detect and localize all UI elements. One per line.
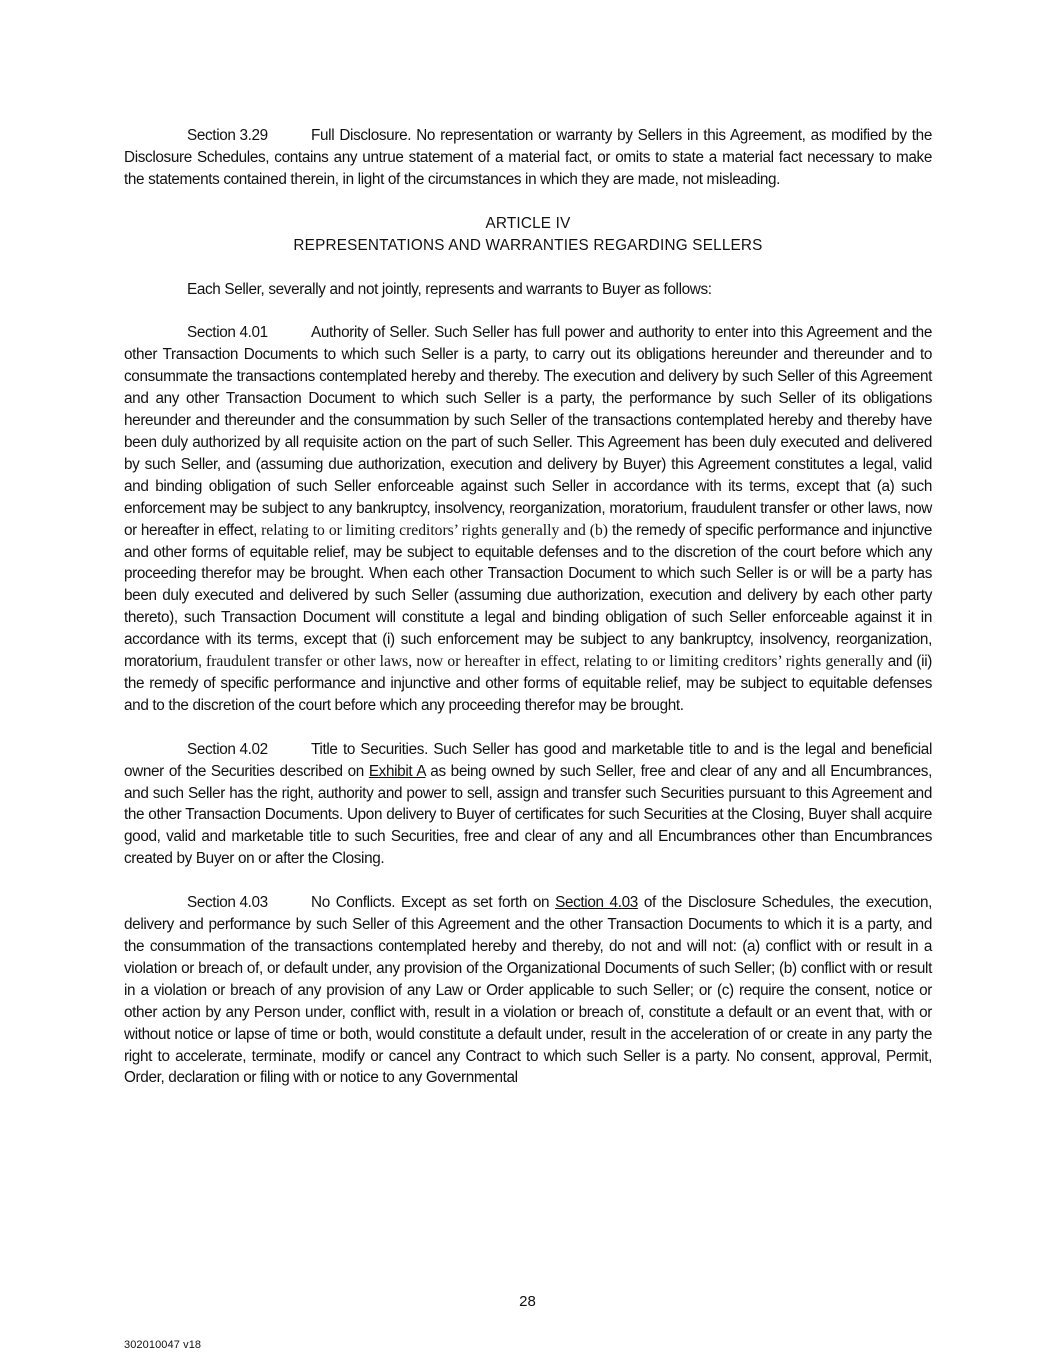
page-number: 28 bbox=[519, 1293, 536, 1310]
document-body bbox=[124, 125, 932, 1111]
section-4-01-text-a: . Such Seller has full power and authority to enter into this Agreement and the other Transaction Documents to which such Seller is a party, to carry out its obligations hereunder and thereunder and to consummate the transactions contemplated hereby and thereby. The execution and delivery by such Seller of this Agreement and any other Transaction Document to which such Seller is a party, the performance by such Seller of its obligations hereunder and thereunder and the consummation by such Seller of the transactions contemplated hereby and thereby have been duly authorized by all requisite action on the part of such Seller. This Agreement has been duly executed and delivered by such Seller, and (assuming due authorization, execution and delivery by Buyer) this Agreement constitutes a legal, valid and binding obligation of such Seller enforceable against such Seller in accordance with its terms, except that (a) such enforcement may be subject to any bankruptcy, insolvency, reorganization, moratorium, fraudulent transfer or other laws, now or hereafter in effect, bbox=[124, 324, 932, 539]
section-4-01-text-e: and (ii) the remedy of specific performance and injunctive and other forms of equitable relief, may be subject to equitable defenses and to the discretion of the court before which any proceeding therefor may be brought. bbox=[124, 653, 932, 714]
section-4-02-title: Title to Securities bbox=[311, 740, 425, 758]
section-4-03-link[interactable]: Section 4.03 bbox=[555, 894, 638, 912]
section-4-03-label: Section 4.03 bbox=[187, 894, 268, 912]
article-intro: Each Seller, severally and not jointly, represents and warrants to Buyer as follows: bbox=[187, 280, 712, 298]
section-4-01-text-d: fraudulent transfer or other laws, now or hereafter in effect, relating to or limiting creditors’ rights generally bbox=[206, 653, 884, 671]
section-3-29-label: Section 3.29 bbox=[187, 127, 268, 144]
section-4-03-title: No Conflicts bbox=[311, 894, 392, 912]
section-4-03-text-a: . Except as set forth on bbox=[391, 894, 550, 912]
article-number: ARTICLE IV bbox=[485, 214, 571, 232]
section-4-02-text-a: . Such Seller has good and marketable title to and is the legal and beneficial owner of the Securities described on bbox=[124, 740, 932, 780]
section-3-29-title: Full Disclosure bbox=[311, 127, 408, 144]
exhibit-a-link[interactable]: Exhibit A bbox=[368, 762, 426, 780]
section-3-29-text: . No representation or warranty by Sellers in this Agreement, as modified by the Disclosure Schedules, contains any untrue statement of a material fact, or omits to state a material fact necessary to make the statements contained therein, in light of the circumstances in which they are made, not misleading. bbox=[124, 127, 932, 188]
section-3-29-paragraph bbox=[124, 125, 932, 191]
section-4-02-paragraph bbox=[124, 739, 932, 870]
section-4-01-text-b: relating to or limiting creditors’ rights generally and (b) bbox=[261, 521, 608, 539]
section-4-03-paragraph bbox=[124, 892, 932, 1089]
article-title: REPRESENTATIONS AND WARRANTIES REGARDING SELLERS bbox=[293, 236, 763, 254]
section-4-01-label: Section 4.01 bbox=[187, 324, 268, 342]
section-4-01-paragraph bbox=[124, 322, 932, 716]
section-4-01-text-c: the remedy of specific performance and injunctive and other forms of equitable relief, may be subject to equitable defenses and to the discretion of the court before which any proceeding therefor may be brought. When each other Transaction Document to which such Seller is or will be a party has been duly executed and delivered by such Seller (assuming due authorization, execution and delivery by each other party thereto), such Transaction Document will constitute a legal and binding obligation of such Seller enforceable against it in accordance with its terms, except that (i) such enforcement may be subject to any bankruptcy, insolvency, reorganization, moratorium, bbox=[124, 521, 933, 671]
section-4-01-title: Authority of Seller bbox=[311, 324, 426, 342]
section-4-02-text-b: as being owned by such Seller, free and clear of any and all Encumbrances, and such Seller has the right, authority and power to sell, assign and transfer such Securities pursuant to this Agreement and the other Transaction Documents. Upon delivery to Buyer of certificates for such Securities at the Closing, Buyer shall acquire good, valid and marketable title to such Securities, free and clear of any and all Encumbrances other than Encumbrances created by Buyer on or after the Closing. bbox=[124, 762, 933, 868]
section-4-03-text-b: of the Disclosure Schedules, the execution, delivery and performance by such Seller of this Agreement and the other Transaction Documents to which it is a party, and the consummation of the transactions contemplated hereby and thereby, do not and will not: (a) conflict with or result in a violation or breach of, or default under, any provision of the Organizational Documents of such Seller; (b) conflict with or result in a violation or breach of any provision of any Law or Order applicable to such Seller; or (c) require the consent, notice or other action by any Person under, conflict with, result in a violation or breach of, constitute a default or an event that, with or without notice or lapse of time or both, would constitute a default under, result in the acceleration of or create in any party the right to accelerate, terminate, modify or cancel any Contract to which such Seller is a party. No consent, approval, Permit, Order, declaration or filing with or notice to any Governmental bbox=[124, 894, 933, 1087]
section-4-02-label: Section 4.02 bbox=[187, 740, 268, 758]
document-id: 302010047 v18 bbox=[124, 1339, 202, 1351]
article-heading bbox=[124, 213, 932, 257]
